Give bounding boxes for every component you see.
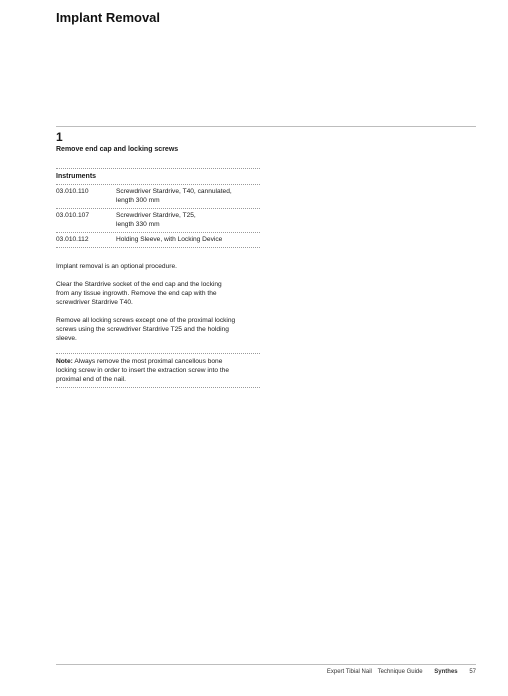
paragraph-line: from any tissue ingrowth. Remove the end cap with the (56, 290, 217, 297)
page-title: Implant Removal (56, 10, 161, 25)
paragraph-line: screwdriver Stardrive T40. (56, 299, 133, 306)
footer-guide: Technique Guide (377, 669, 423, 675)
instrument-code: 03.010.110 (56, 188, 89, 195)
note-label: Note: (56, 358, 73, 365)
note-text: Always remove the most proximal cancellous bone (72, 358, 223, 365)
paragraph: Implant removal is an optional procedure. (56, 263, 177, 270)
note-line: locking screw in order to insert the extraction screw into the (56, 367, 229, 374)
page-number: 57 (469, 669, 476, 675)
description-line: length 330 mm (116, 221, 160, 228)
paragraph (56, 280, 260, 307)
paragraph (56, 316, 260, 343)
description-line: Screwdriver Stardrive, T25, (116, 212, 196, 219)
instrument-row (56, 233, 260, 247)
section-divider (56, 126, 476, 127)
step-title: Remove end cap and locking screws (56, 146, 179, 153)
description-line: length 300 mm (116, 197, 160, 204)
divider (56, 387, 260, 388)
instrument-code: 03.010.107 (56, 212, 90, 219)
paragraph-line: Remove all locking screws except one of the proximal locking (56, 317, 236, 324)
footer-brand: Synthes (434, 669, 458, 675)
footer-divider (56, 664, 476, 665)
note (56, 357, 260, 384)
description-line: Screwdriver Stardrive, T40, cannulated, (116, 188, 232, 195)
page-footer (323, 669, 476, 675)
instrument-row (56, 185, 260, 208)
paragraph-line: Clear the Stardrive socket of the end cap and the locking (56, 281, 222, 288)
instrument-code: 03.010.112 (56, 236, 89, 243)
paragraph-line: screws using the screwdriver Stardrive T25 and the holding (56, 326, 229, 333)
paragraph-line: sleeve. (56, 335, 77, 342)
instruments-heading: Instruments (56, 173, 97, 180)
instrument-description (116, 211, 260, 229)
content-column (56, 168, 260, 388)
instrument-description (116, 235, 260, 244)
footer-doc-title: Expert Tibial Nail (326, 669, 372, 675)
note-line: proximal end of the nail. (56, 376, 127, 383)
description-line: Holding Sleeve, with Locking Device (116, 236, 223, 243)
instrument-description (116, 187, 260, 205)
instrument-row (56, 209, 260, 232)
step-number: 1 (56, 130, 63, 144)
note-line (56, 357, 260, 366)
